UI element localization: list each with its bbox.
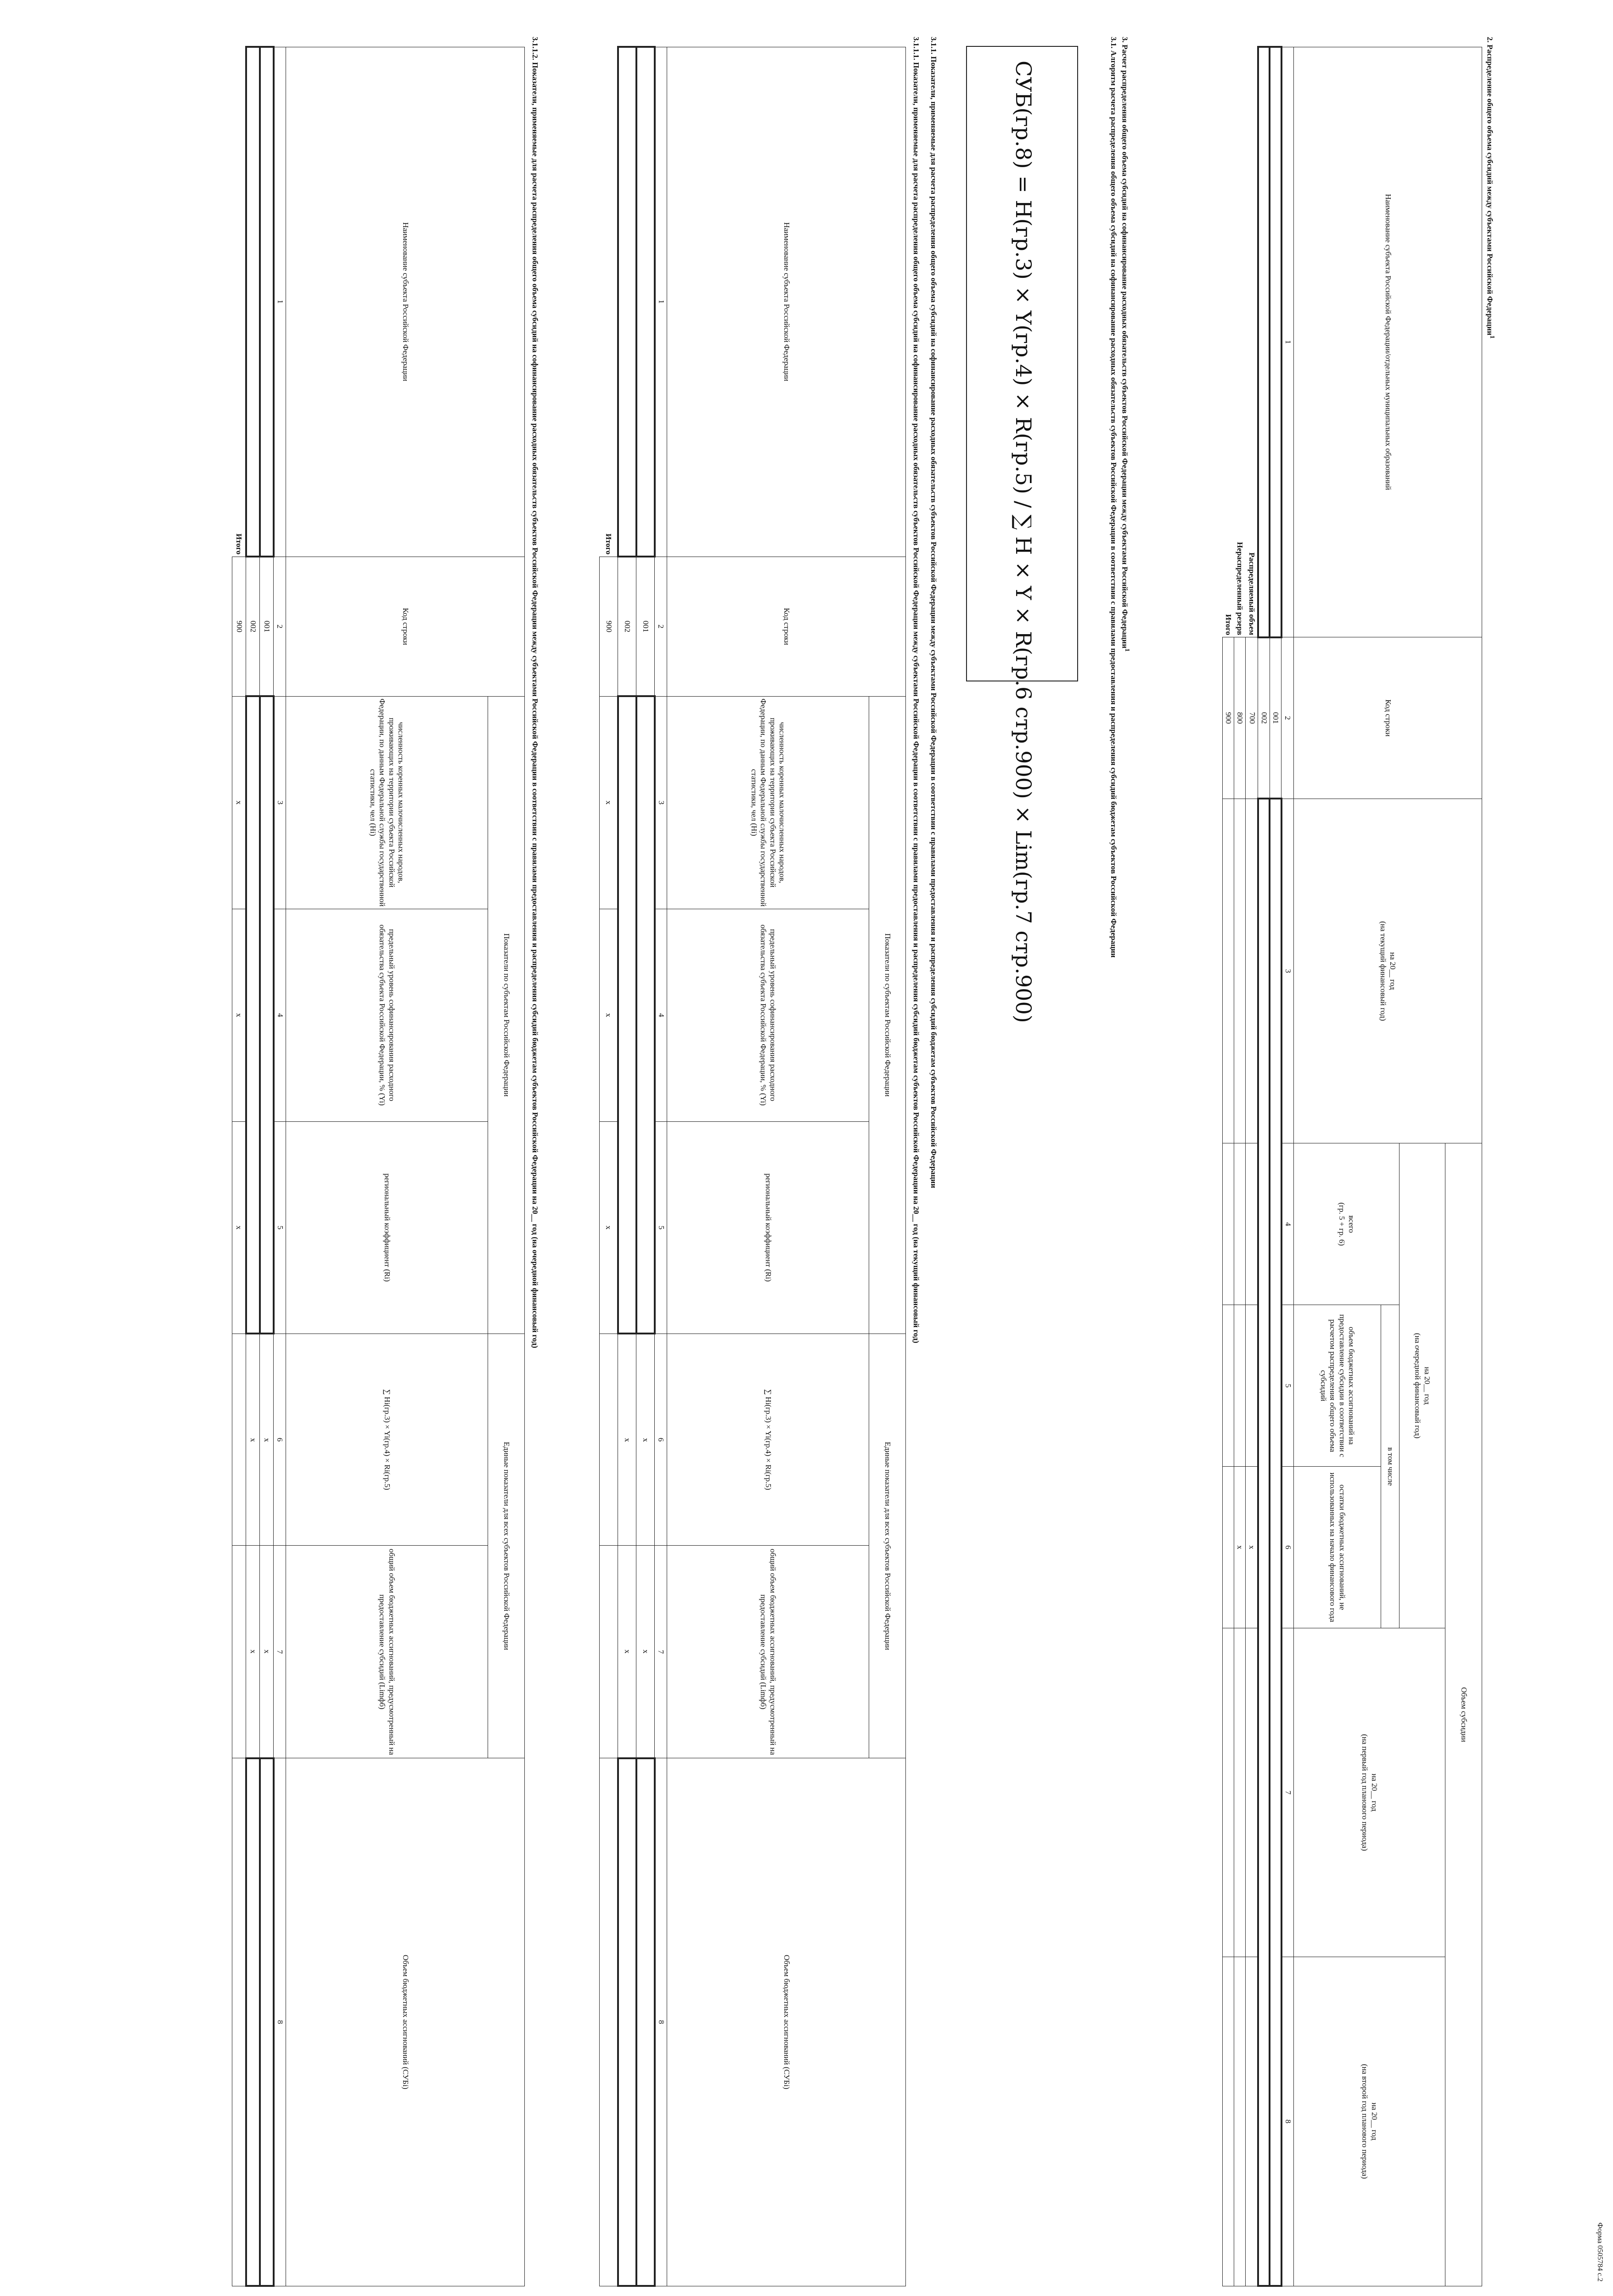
table-cell: Объем бюджетных ассигнований (СУБi) — [667, 1758, 906, 2286]
table-cell: 1 — [1281, 47, 1294, 637]
col-incl: в том числе — [1381, 1305, 1399, 1628]
table-cell — [1258, 799, 1270, 2286]
form-code: Форма 0505784 с.2 — [1596, 2223, 1604, 2282]
table-cell: x — [618, 1334, 636, 1545]
table-cell: региональный коэффициент (Ri) — [286, 1121, 488, 1334]
table-cell: x — [260, 1334, 274, 1545]
section2-table — [1222, 46, 1482, 2287]
table-row — [1246, 47, 1258, 2286]
table-cell: Наименование субъекта Российской Федерации — [286, 47, 525, 557]
table-cell: остатки бюджетных ассигнований, не использованных на начало финансового года — [1294, 1467, 1381, 1628]
table-cell — [1246, 1628, 1258, 1957]
table-cell: ∑ Hi(гр.3) × Yi(гр.4) × Ri(гр.5) — [286, 1334, 488, 1545]
table-cell — [1234, 1143, 1246, 1305]
table-cell: 5 — [655, 1121, 667, 1334]
table-cell: 002 — [618, 557, 636, 696]
col-code: Код строки — [1294, 637, 1482, 799]
table-row — [1270, 47, 1281, 2286]
table-cell: x — [600, 909, 618, 1121]
table-cell: Показатели по субъектам Российской Федерации — [488, 696, 525, 1334]
table-cell — [618, 1758, 636, 2286]
table-cell: Код строки — [667, 557, 906, 696]
table-cell — [1246, 799, 1258, 1143]
table-cell: x — [1234, 1467, 1246, 1628]
table-cell — [636, 1758, 655, 2286]
table-cell: Единые показатели для всех субъектов Российской Федерации — [869, 1334, 906, 1758]
table-cell — [1246, 1143, 1258, 1305]
table-cell: 4 — [1281, 1143, 1294, 1305]
table-cell — [1246, 1305, 1258, 1467]
table-cell — [232, 1546, 246, 1758]
table-cell: 7 — [274, 1546, 286, 1758]
table-cell: x — [260, 1546, 274, 1758]
table-cell: 001 — [1270, 637, 1281, 799]
table-cell: 002 — [246, 557, 260, 696]
table-cell — [1222, 799, 1234, 1143]
table-cell: 7 — [655, 1546, 667, 1758]
section31-title: 3.1. Алгоритм расчета распределения общего объема субсидий на софинансирование расходных обязательств субъектов Российской Федерации в соответствии с правилами предоставления и распределения субсидий бюджетам субъектов Российской Федерации — [1109, 37, 1118, 958]
table-cell: Нераспределенный резерв — [1236, 542, 1245, 636]
table-cell: 2 — [274, 557, 286, 696]
table-cell — [1234, 1305, 1246, 1467]
col-volume: Объем субсидии — [1445, 1143, 1482, 2286]
table-cell — [246, 1758, 260, 2286]
table-cell — [1270, 47, 1281, 637]
table2-title: 3.1.1.2. Показатели, применяемые для расчета распределения общего объема субсидий на софинансирование расходных обязательств субъектов Российской Федерации между субъектами Российской Федерации в соответствии с правилами предоставления и распределения субсидий бюджетам субъектов Российской Федерации на 20__ год (на очередной финансовый год) — [531, 37, 540, 1348]
table-cell — [1246, 1957, 1258, 2286]
col-plan2: на 20__ год (на второй год планового периода) — [1294, 1957, 1445, 2286]
table-cell — [1222, 1628, 1234, 1957]
table-cell — [1270, 799, 1281, 2286]
table-cell: x — [600, 696, 618, 909]
table-cell — [636, 696, 655, 1334]
col-name: Наименование субъекта Российской Федерации/отдельных муниципальных образований — [1294, 47, 1482, 637]
table-row — [1234, 47, 1246, 2286]
table-cell: Единые показатели для всех субъектов Российской Федерации — [488, 1334, 525, 1758]
table-cell: 4 — [655, 909, 667, 1121]
table-cell: x — [600, 1121, 618, 1334]
table-row — [232, 47, 246, 2286]
table-cell — [618, 47, 636, 557]
table-cell: численность коренных малочисленных народов, проживающих на территории субъекта Российской Федерации, по данным Федеральной службы государственной статистики, чел (Hi) — [667, 696, 869, 909]
table-cell — [1222, 1957, 1234, 2286]
table-cell: Итого — [1224, 614, 1233, 636]
table-row — [600, 47, 618, 2286]
table-cell — [260, 47, 274, 557]
table-row — [260, 47, 274, 2286]
table-cell: 001 — [260, 557, 274, 696]
table-cell: ∑ Hi(гр.3) × Yi(гр.4) × Ri(гр.5) — [667, 1334, 869, 1545]
table-cell: Итого — [234, 533, 243, 555]
table-cell: 8 — [1281, 1957, 1294, 2286]
table-cell: Наименование субъекта Российской Федерации — [667, 47, 906, 557]
table-cell: 002 — [1258, 637, 1270, 799]
table-cell — [232, 1758, 246, 2286]
table-cell: x — [232, 696, 246, 909]
table-cell: общий объем бюджетных ассигнований, предусмотренный на предоставление субсидий (Limфб) — [667, 1546, 869, 1758]
table-cell: x — [246, 1546, 260, 1758]
table-cell — [1234, 799, 1246, 1143]
table-cell: 2 — [655, 557, 667, 696]
table-cell: 6 — [655, 1334, 667, 1545]
table-cell: численность коренных малочисленных народов, проживающих на территории субъекта Российской Федерации, по данным Федеральной службы государственной статистики, чел (Hi) — [286, 696, 488, 909]
table-cell — [1222, 1467, 1234, 1628]
table-cell: x — [1246, 1467, 1258, 1628]
table-cell: общий объем бюджетных ассигнований, предусмотренный на предоставление субсидий (Limфб) — [286, 1546, 488, 1758]
table-cell: 700 — [1246, 637, 1258, 799]
table-cell: 3 — [274, 696, 286, 909]
table-cell — [1222, 1305, 1234, 1467]
table-cell: 900 — [1222, 637, 1234, 799]
table1-title: 3.1.1.1. Показатели, применяемые для расчета распределения общего объема субсидий на софинансирование расходных обязательств субъектов Российской Федерации между субъектами Российской Федерации в соответствии с правилами предоставления и распределения субсидий бюджетам субъектов Российской Федерации на 20__ год (на текущий финансовый год) — [912, 37, 921, 1344]
table-cell — [1258, 47, 1270, 637]
col-total: всего (гр. 5 + гр. 6) — [1294, 1143, 1399, 1305]
table-cell — [636, 47, 655, 557]
table-cell — [246, 696, 260, 1334]
table-cell: x — [636, 1334, 655, 1545]
table-cell: Код строки — [286, 557, 525, 696]
table-cell: 8 — [274, 1758, 286, 2286]
table-cell: Показатели по субъектам Российской Федерации — [869, 696, 906, 1334]
table-cell: 2 — [1281, 637, 1294, 799]
table-cell: 800 — [1234, 637, 1246, 799]
table-cell: 3 — [1281, 799, 1294, 1143]
table-cell: x — [246, 1334, 260, 1545]
table-cell — [600, 1758, 618, 2286]
col-plan1: на 20__ год (на первый год планового периода) — [1294, 1628, 1445, 1957]
table-cell: Итого — [604, 533, 613, 555]
table-cell — [600, 1334, 618, 1545]
table-cell: 8 — [655, 1758, 667, 2286]
table-cell: региональный коэффициент (Ri) — [667, 1121, 869, 1334]
table-cell — [260, 696, 274, 1334]
table-cell: 1 — [655, 47, 667, 557]
table-cell: 1 — [274, 47, 286, 557]
table-cell: x — [232, 1121, 246, 1334]
table-cell — [618, 696, 636, 1334]
table-row — [636, 47, 655, 2286]
table-cell: объем бюджетных ассигнований на предоставление субсидии в соответствии с расчетом распределения общего объема субсидий — [1294, 1305, 1381, 1467]
indicators-table-2 — [232, 46, 525, 2287]
table-cell — [232, 1334, 246, 1545]
table-cell: 7 — [1281, 1628, 1294, 1957]
table-cell — [260, 1758, 274, 2286]
section3-title: 3. Расчет распределения общего объема субсидий на софинансирование расходных обязательств субъектов Российской Федерации между субъектами Российской Федерации$^1$ — [1120, 37, 1131, 652]
table-row — [246, 47, 260, 2286]
table-cell: Распределяемый объем — [1247, 552, 1256, 636]
col-next: на 20__ год (на очередной финансовый год) — [1399, 1143, 1445, 1628]
table-cell: 3 — [655, 696, 667, 909]
section2-title: 2. Распределение общего объема субсидий между субъектами Российской Федерации$^1$ — [1485, 37, 1496, 339]
table-cell — [1234, 1957, 1246, 2286]
table-row — [1222, 47, 1234, 2286]
table-cell — [600, 1546, 618, 1758]
table-cell — [1222, 1143, 1234, 1305]
formula-box — [966, 46, 1078, 1023]
table-cell: 900 — [600, 557, 618, 696]
table-cell — [1234, 1628, 1246, 1957]
table-cell: x — [232, 909, 246, 1121]
table-cell: 5 — [274, 1121, 286, 1334]
table-row — [618, 47, 636, 2286]
table-row — [1258, 47, 1270, 2286]
section311-title: 3.1.1. Показатели, применяемые для расчета распределения общего объема субсидий на софинансирование расходных обязательств субъектов Российской Федерации между субъектами Российской Федерации в соответствии с правилами предоставления и распределения субсидий бюджетам субъектов Российской Федерации — [929, 37, 938, 1188]
table-cell — [246, 47, 260, 557]
table-cell: 4 — [274, 909, 286, 1121]
table-cell: x — [636, 1546, 655, 1758]
table-cell: 001 — [636, 557, 655, 696]
table-cell: 900 — [232, 557, 246, 696]
table-cell: 5 — [1281, 1305, 1294, 1467]
table-cell: x — [618, 1546, 636, 1758]
table-cell: 6 — [1281, 1467, 1294, 1628]
indicators-table-1 — [599, 46, 906, 2287]
table-cell: предельный уровень софинансирования расходного обязательства субъекта Российской Федерации, % (Yi) — [667, 909, 869, 1121]
formula: СУБ(гр.8) = H(гр.3) × Y(гр.4) × R(гр.5) / ∑ H × Y × R(гр.6 стр.900) × Lim(гр.7 стр.900) — [1011, 61, 1036, 1023]
col-current: на 20__ год (на текущий финансовый год) — [1294, 799, 1482, 1143]
table-cell: 6 — [274, 1334, 286, 1545]
table-cell: Объем бюджетных ассигнований (СУБi) — [286, 1758, 525, 2286]
table-cell: предельный уровень софинансирования расходного обязательства субъекта Российской Федерации, % (Yi) — [286, 909, 488, 1121]
